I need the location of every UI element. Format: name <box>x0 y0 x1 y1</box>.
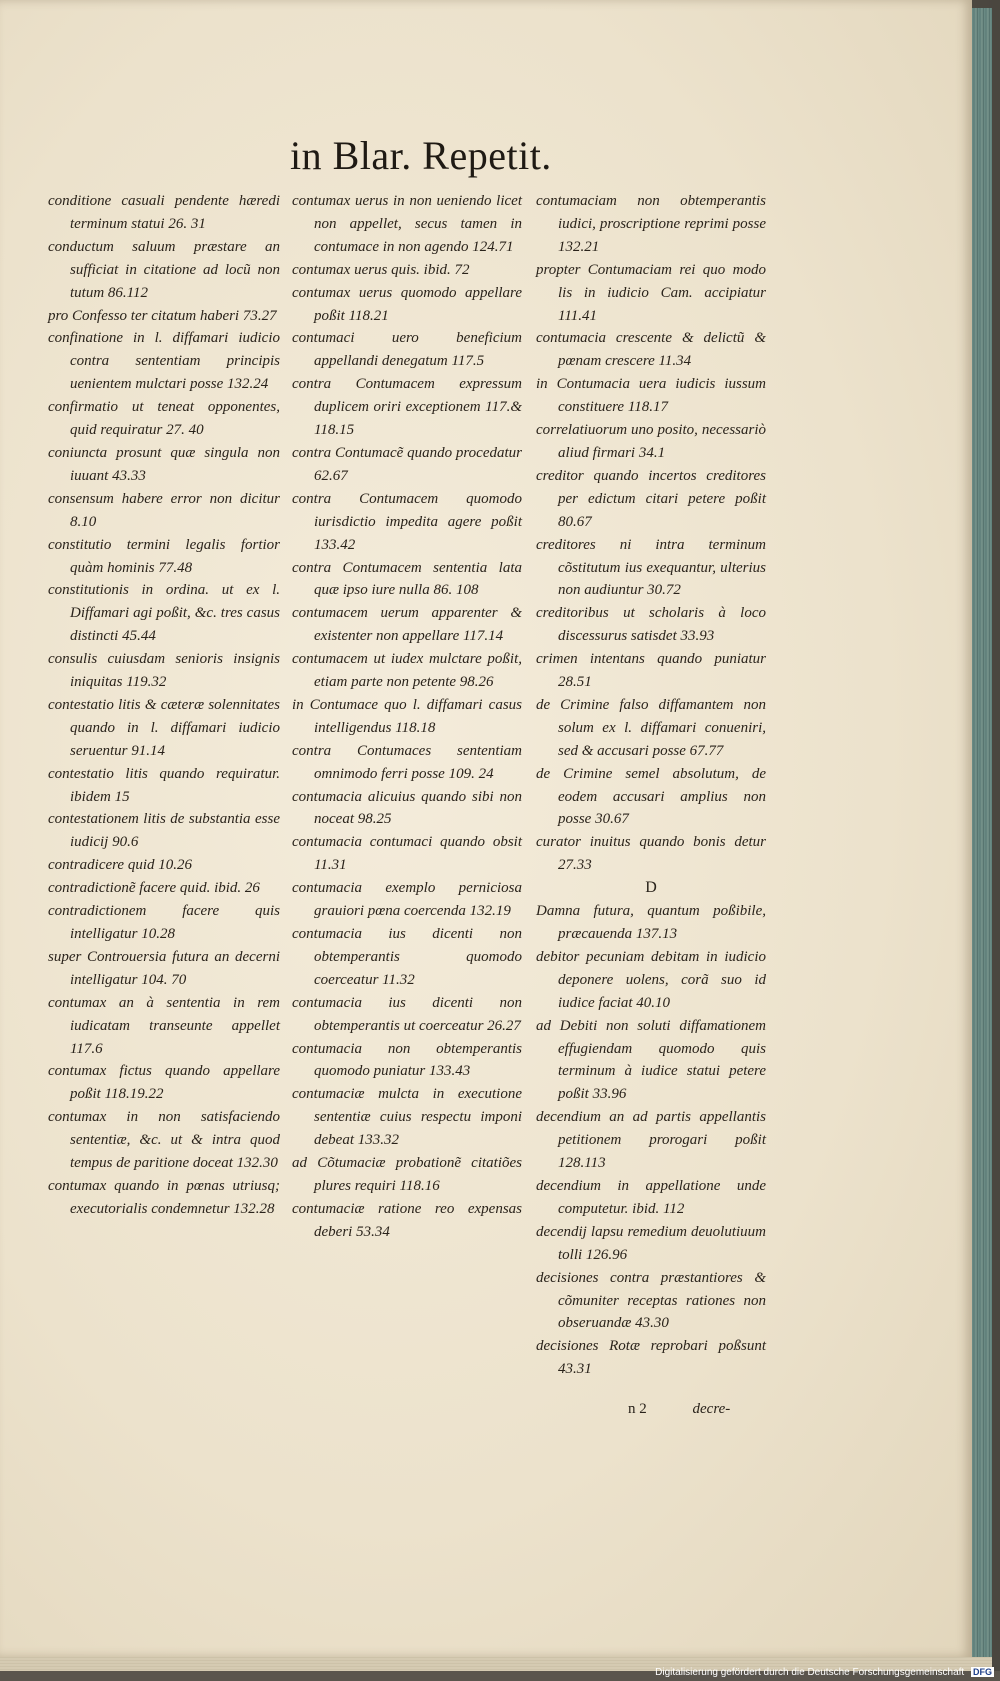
index-entry: conductum saluum præstare an sufficiat in citatione ad locũ non tutum 86.112 <box>48 238 280 301</box>
index-entry: contumacia ius dicenti non obtemperantis quomodo coerceatur 11.32 <box>292 926 522 988</box>
section-letter: D <box>645 879 657 897</box>
index-entry: decendium an ad partis appellantis petitionem prorogari poßit 128.113 <box>536 1109 766 1172</box>
running-header: in Blar. Repetit. <box>290 133 552 178</box>
index-entry: contumax quando in pœnas utriusq; executorialis condemnetur 132.28 <box>48 1177 280 1217</box>
index-entry: consensum habere error non dicitur 8.10 <box>48 490 280 530</box>
index-entry: contumacem ut iudex mulctare poßit, etiam parte non petente 98.26 <box>292 651 522 691</box>
index-entry: contra Contumacẽ quando procedatur 62.67 <box>292 444 522 484</box>
index-entry: decisiones contra præstantiores & cõmuniter receptas rationes non obseruandæ 43.30 <box>536 1269 766 1332</box>
index-entry: decendium in appellatione unde computetur. ibid. 112 <box>536 1177 766 1217</box>
index-entry: contumax uerus quomodo appellare poßit 118.21 <box>292 284 522 324</box>
index-entry: contra Contumacem expressum duplicem oriri exceptionem 117.& 118.15 <box>292 376 522 439</box>
index-entry: contumacia exemplo perniciosa grauiori pœna coercenda 132.19 <box>292 880 522 920</box>
index-entry: confirmatio ut teneat opponentes, quid requiratur 27. 40 <box>48 399 280 439</box>
index-entry: contra Contumacem sententia lata quæ ipso iure nulla 86. 108 <box>292 559 522 599</box>
index-entry: consulis cuiusdam senioris insignis iniquitas 119.32 <box>48 651 280 691</box>
index-entry: contestationem litis de substantia esse iudicij 90.6 <box>48 811 280 851</box>
index-entry: contradicere quid 10.26 <box>48 857 193 874</box>
catchword: decre- <box>692 1401 731 1417</box>
index-entry: pro Confesso ter citatum haberi 73.27 <box>48 307 277 324</box>
index-entry: contumacia ius dicenti non obtemperantis ut coerceatur 26.27 <box>292 994 522 1034</box>
index-entry: contumax an à sententia in rem iudicatam transeunte appellet 117.6 <box>48 994 280 1057</box>
index-entry: creditores ni intra terminum cõstitutum ius exequantur, ulterius non audiuntur 30.72 <box>536 536 766 599</box>
index-entry: contestatio litis & cæteræ solennitates quando in l. diffamari iudicio seruentur 91.14 <box>48 696 280 759</box>
index-entry: contumaciæ ratione reo expensas deberi 53.34 <box>292 1200 522 1240</box>
index-entry: contumaciam non obtemperantis iudici, proscriptione reprimi posse 132.21 <box>536 193 766 255</box>
index-entry: crimen intentans quando puniatur 28.51 <box>536 651 766 691</box>
index-entry: coniuncta prosunt quæ singula non iuuant 43.33 <box>48 444 280 484</box>
index-entry: ad Debiti non soluti diffamationem effugiendam quomodo quis terminum à iudice statui petere poßit 33.96 <box>536 1017 766 1103</box>
index-entry: contumax fictus quando appellare poßit 118.19.22 <box>48 1063 280 1103</box>
index-entry: in Contumace quo l. diffamari casus intelligendus 118.18 <box>292 696 522 736</box>
index-column-2 <box>292 190 522 1244</box>
dfg-logo-icon: DFG <box>973 1667 992 1677</box>
index-entry: contumacia alicuius quando sibi non noceat 98.25 <box>292 788 522 828</box>
index-entry: creditoribus ut scholaris à loco discessurus satisdet 33.93 <box>536 605 766 645</box>
index-entry: contradictionem facere quis intelligatur 10.28 <box>48 903 280 942</box>
signature-mark: n 2 <box>628 1401 647 1417</box>
index-entry: contumacia non obtemperantis quomodo puniatur 133.43 <box>292 1040 522 1080</box>
index-entry: propter Contumaciam rei quo modo lis in iudicio Cam. accipiatur 111.41 <box>536 261 766 324</box>
index-entry: contumax uerus in non ueniendo licet non appellet, secus tamen in contumace in non agendo 124.71 <box>292 193 522 255</box>
index-entry: decendij lapsu remedium deuolutiuum tolli 126.96 <box>536 1223 766 1263</box>
index-entry: de Crimine falso diffamantem non solum ex l. diffamari conueniri, sed & accusari posse 67.77 <box>536 696 766 759</box>
index-entry: de Crimine semel absolutum, de eodem accusari amplius non posse 30.67 <box>536 765 766 828</box>
page-edge-right <box>972 8 992 1660</box>
index-entry: Damna futura, quantum poßibile, præcauenda 137.13 <box>536 903 766 942</box>
index-entry: contumacia crescente & delictũ & pœnam crescere 11.34 <box>536 330 766 370</box>
index-entry: contumaci uero beneficium appellandi denegatum 117.5 <box>292 330 522 370</box>
index-entry: confinatione in l. diffamari iudicio contra sententiam principis uenientem mulctari posse 132.24 <box>48 330 280 393</box>
index-entry: contumaciæ mulcta in executione sententiæ cuius respectu imponi debeat 133.32 <box>292 1086 522 1149</box>
index-entry: debitor pecuniam debitam in iudicio deponere uolens, corã suo id iudice faciat 40.10 <box>536 948 766 1011</box>
index-column-3 <box>536 190 766 1381</box>
index-entry: conditione casuali pendente hæredi terminum statui 26. 31 <box>48 193 280 232</box>
index-entry: curator inuitus quando bonis detur 27.33 <box>536 834 766 874</box>
index-column-1 <box>48 190 280 1221</box>
footer-credit-text: Digitalisierung gefördert durch die Deutsche Forschungsgemeinschaft <box>655 1667 965 1678</box>
index-entry: in Contumacia uera iudicis iussum constituere 118.17 <box>536 376 766 416</box>
index-entry: creditor quando incertos creditores per edictum citari petere poßit 80.67 <box>536 467 766 530</box>
index-entry: contra Contumaces sententiam omnimodo ferri posse 109. 24 <box>292 742 522 782</box>
index-entry: correlatiuorum uno posito, necessariò aliud firmari 34.1 <box>536 422 766 461</box>
index-entry: contestatio litis quando requiratur. ibidem 15 <box>48 765 280 805</box>
index-entry: constitutio termini legalis fortior quàm hominis 77.48 <box>48 536 280 576</box>
index-entry: contumax uerus quis. ibid. 72 <box>292 261 470 278</box>
index-entry: constitutionis in ordina. ut ex l. Diffamari agi poßit, &c. tres casus distincti 45.44 <box>48 582 280 645</box>
signature-line <box>628 1401 768 1418</box>
index-entry: super Controuersia futura an decerni intelligatur 104. 70 <box>48 948 280 988</box>
index-entry: decisiones Rotæ reprobari poßsunt 43.31 <box>536 1338 766 1378</box>
index-entry: contradictionẽ facere quid. ibid. 26 <box>48 880 260 897</box>
index-entry: contumacem uerum apparenter & existenter non appellare 117.14 <box>292 605 522 645</box>
footer-credit <box>655 1667 994 1678</box>
index-entry: contumacia contumaci quando obsit 11.31 <box>292 834 522 874</box>
index-entry: contra Contumacem quomodo iurisdictio impedita agere poßit 133.42 <box>292 490 522 553</box>
index-entry: contumax in non satisfaciendo sententiæ, &c. ut & intra quod tempus de paritione doceat 132.30 <box>48 1109 280 1172</box>
index-entry: ad Cõtumaciæ probationẽ citatiões plures requiri 118.16 <box>292 1155 522 1194</box>
